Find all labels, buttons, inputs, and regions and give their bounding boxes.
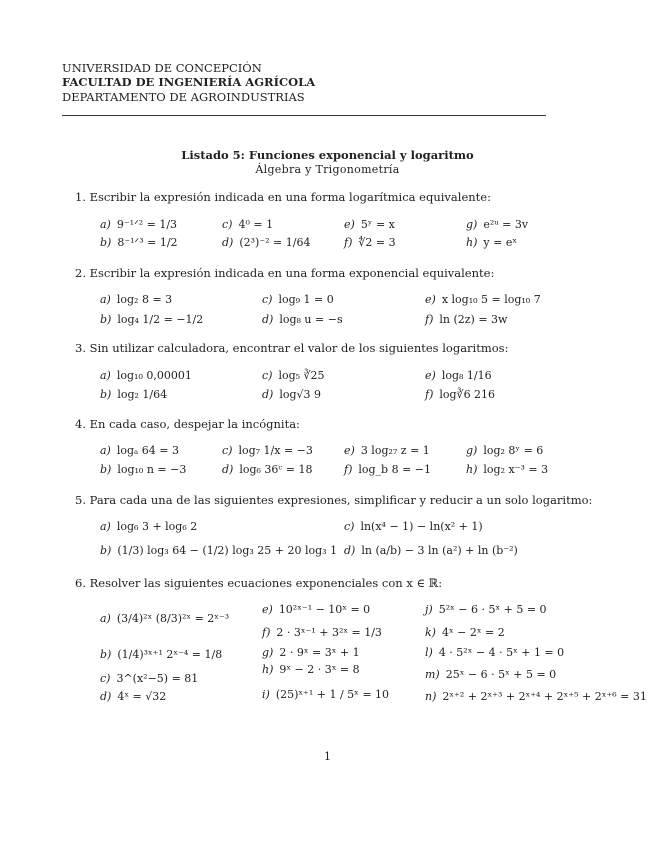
q3-item-f: f) log∛6 216 <box>425 388 496 401</box>
q5-item-a: a) log₆ 3 + log₆ 2 <box>100 520 198 533</box>
q6-item-l: l) 4 · 5²ˣ − 4 · 5ˣ + 1 = 0 <box>425 646 565 659</box>
q6-item-e: e) 10²ˣ⁻¹ − 10ˣ = 0 <box>262 603 371 616</box>
q3-item-e: e) log₈ 1/16 <box>425 369 492 382</box>
q3-item-b: b) log₂ 1/64 <box>100 388 168 401</box>
q4-item-d: d) log₆ 36ᶜ = 18 <box>222 463 313 476</box>
question-2: 2. Escribir la expresión indicada en una forma exponencial equivalente: <box>75 266 495 280</box>
page-number: 1 <box>324 750 331 763</box>
q4-item-e: e) 3 log₂₇ z = 1 <box>344 444 430 457</box>
q4-item-a: a) logₐ 64 = 3 <box>100 444 179 457</box>
faculty-name: FACULTAD DE INGENIERÍA AGRÍCOLA <box>62 75 316 89</box>
q4-item-h: h) log₂ x⁻³ = 3 <box>466 463 549 476</box>
q6-item-j: j) 5²ˣ − 6 · 5ˣ + 5 = 0 <box>425 603 547 616</box>
q3-item-c: c) log₅ ∛25 <box>262 369 325 382</box>
q2-item-b: b) log₄ 1/2 = −1/2 <box>100 313 204 326</box>
q1-item-d: d) (2³)⁻² = 1/64 <box>222 236 311 249</box>
q2-item-a: a) log₂ 8 = 3 <box>100 293 173 306</box>
university-name: UNIVERSIDAD DE CONCEPCIÓN <box>62 61 262 75</box>
q1-item-c: c) 4⁰ = 1 <box>222 218 274 231</box>
question-3: 3. Sin utilizar calculadora, encontrar el valor de los siguientes logaritmos: <box>75 341 509 355</box>
q1-item-g: g) e²ᵘ = 3v <box>466 218 529 231</box>
q6-item-f: f) 2 · 3ˣ⁻¹ + 3²ˣ = 1/3 <box>262 626 382 639</box>
q6-item-c: c) 3^(x²−5) = 81 <box>100 672 199 685</box>
question-6: 6. Resolver las siguientes ecuaciones exponenciales con x ∈ ℝ: <box>75 576 443 590</box>
q4-item-c: c) log₇ 1/x = −3 <box>222 444 313 457</box>
q6-item-k: k) 4ˣ − 2ˣ = 2 <box>425 626 505 639</box>
q2-item-c: c) log₉ 1 = 0 <box>262 293 334 306</box>
q6-item-m: m) 25ˣ − 6 · 5ˣ + 5 = 0 <box>425 668 557 681</box>
document-subtitle: Álgebra y Trigonometría <box>255 163 400 176</box>
q4-item-b: b) log₁₀ n = −3 <box>100 463 187 476</box>
q6-item-b: b) (1/4)³ˣ⁺¹ 2ˣ⁻⁴ = 1/8 <box>100 648 223 661</box>
q6-item-h: h) 9ˣ − 2 · 3ˣ = 8 <box>262 663 360 676</box>
document-title: Listado 5: Funciones exponencial y logaritmo <box>181 148 474 162</box>
q1-item-f: f) ∜2 = 3 <box>344 236 396 249</box>
q3-item-d: d) log√3 9 <box>262 388 322 401</box>
q6-item-i: i) (25)ˣ⁺¹ + 1 / 5ˣ = 10 <box>262 688 390 701</box>
q5-item-b: b) (1/3) log₃ 64 − (1/2) log₃ 25 + 20 log₃ 1 <box>100 544 338 557</box>
q4-item-g: g) log₂ 8ʸ = 6 <box>466 444 544 457</box>
question-4: 4. En cada caso, despejar la incógnita: <box>75 417 300 431</box>
q2-item-d: d) log₈ u = −s <box>262 313 343 326</box>
q6-item-g: g) 2 · 9ˣ = 3ˣ + 1 <box>262 646 360 659</box>
header-rule <box>62 115 546 116</box>
q1-item-b: b) 8⁻¹ᐟ³ = 1/2 <box>100 236 178 249</box>
q5-item-d: d) ln (a/b) − 3 ln (a²) + ln (b⁻²) <box>344 544 518 557</box>
question-1: 1. Escribir la expresión indicada en una forma logarítmica equivalente: <box>75 190 491 204</box>
q6-item-n: n) 2ˣ⁺² + 2ˣ⁺³ + 2ˣ⁺⁴ + 2ˣ⁺⁵ + 2ˣ⁺⁶ = 31 <box>425 690 647 703</box>
q2-item-e: e) x log₁₀ 5 = log₁₀ 7 <box>425 293 541 306</box>
q4-item-f: f) log_b 8 = −1 <box>344 463 432 476</box>
q2-item-f: f) ln (2z) = 3w <box>425 313 508 326</box>
q5-item-c: c) ln(x⁴ − 1) − ln(x² + 1) <box>344 520 483 533</box>
department-name: DEPARTAMENTO DE AGROINDUSTRIAS <box>62 90 305 104</box>
q6-item-d: d) 4ˣ = √32 <box>100 690 167 703</box>
q1-item-h: h) y = eˣ <box>466 236 517 249</box>
q6-item-a: a) (3/4)²ˣ (8/3)²ˣ = 2ˣ⁻³ <box>100 612 230 625</box>
question-5: 5. Para cada una de las siguientes expresiones, simplificar y reducir a un solo logaritmo: <box>75 493 593 507</box>
q1-item-a: a) 9⁻¹ᐟ² = 1/3 <box>100 218 178 231</box>
q1-item-e: e) 5ʸ = x <box>344 218 395 231</box>
q3-item-a: a) log₁₀ 0,00001 <box>100 369 192 382</box>
